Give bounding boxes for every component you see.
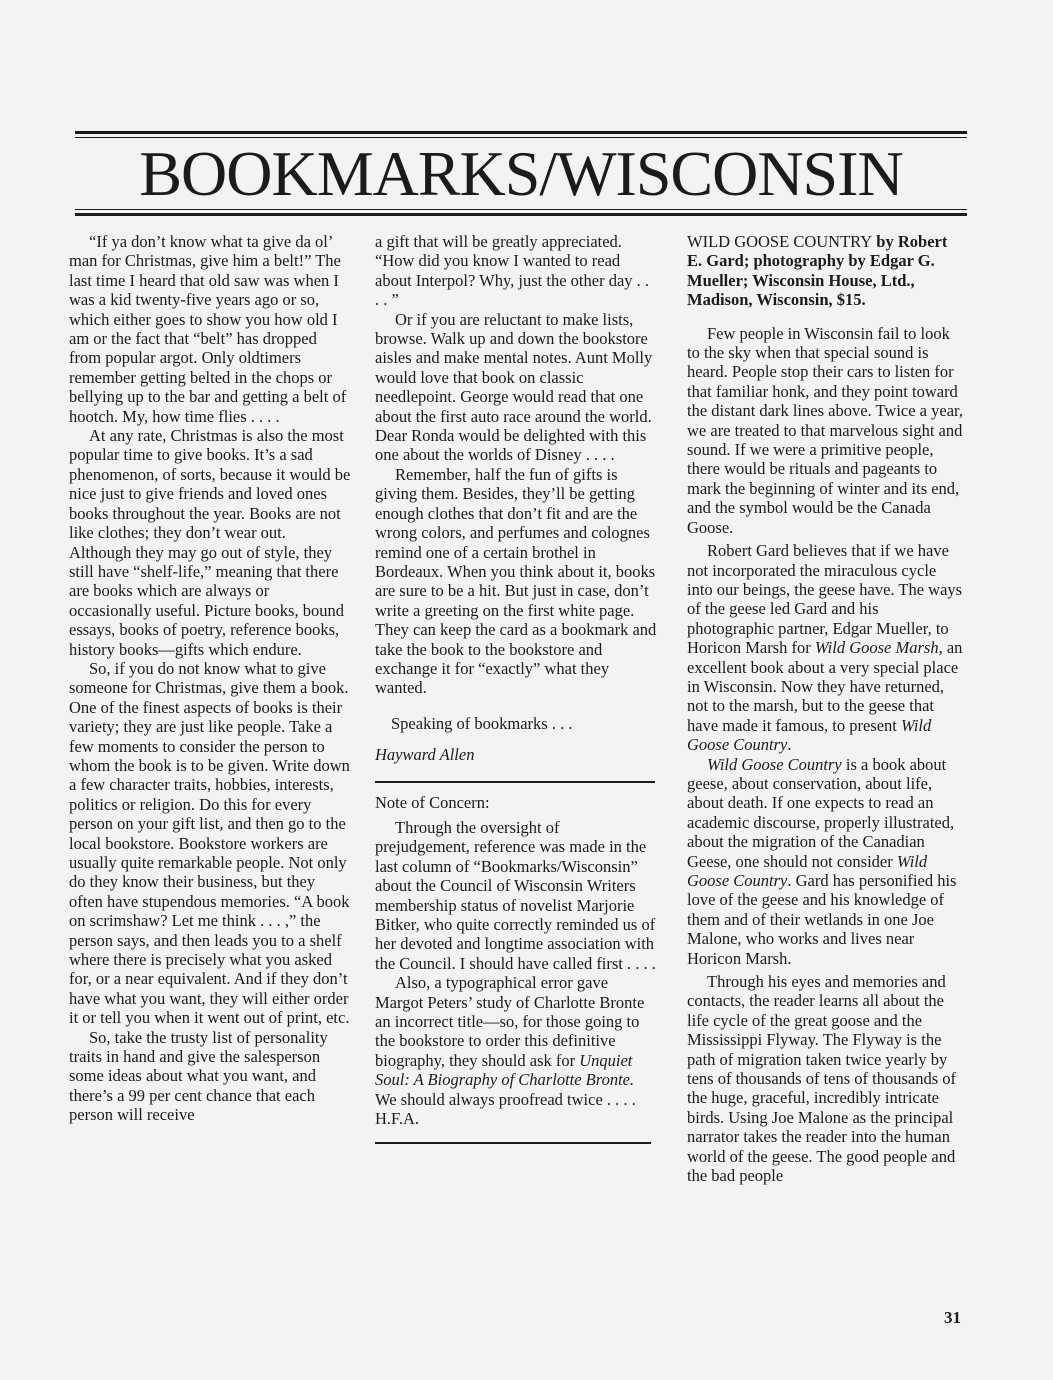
paragraph: Remember, half the fun of gifts is giving them. Besides, they’ll be getting enough clothes that don’t fit and are the wrong colors, and perfumes and colognes remind one of a certain brothel in Bordeaux. When you think about it, books are sure to be a hit. But just in case, don’t write a greeting on the first white page. They can keep the card as a bookmark and take the book to the bookstore and exchange it for “exactly” what they wanted. bbox=[375, 464, 657, 698]
paragraph: Few people in Wisconsin fail to look to the sky when that special sound is heard. People stop their cars to listen for that familiar honk, and they point toward the distant dark lines above. Twice a year, we are treated to that marvelous sight and sound. If we were a primitive people, there would be rituals and pageants to mark the beginning of winter and its end, and the symbol would be the Canada Goose. bbox=[687, 323, 963, 537]
note-text: Also, a typographical error gave Margot Peters’ study of Charlotte Bronte an incorrect title—so, for those going to the bookstore to order this definitive biography, they should ask for bbox=[375, 973, 645, 1070]
text-run: Robert Gard believes that if we have not incorporated the miraculous cycle into our beings, the geese have. The ways of the geese led Gard and his photographic partner, Edgar Mueller, to Horicon Marsh for bbox=[687, 541, 963, 658]
closing-line: Speaking of bookmarks . . . bbox=[391, 713, 573, 733]
note-paragraph: Through the oversight of prejudgement, reference was made in the last column of “Bookmarks/Wisconsin” about the Council of Wisconsin Writers membership status of novelist Marjorie Bitker, who quite correctly reminded us of her devoted and longtime association with the Council. I should have called first . . . . bbox=[375, 817, 656, 973]
paragraph: So, if you do not know what to give someone for Christmas, give them a book. One of the finest aspects of books is their variety; they are just like people. Take a few moments to consider the person to whom the book is to be given. Write down a few character traits, hobbies, interests, politics or religion. Do this for every person on your gift list, and then go to the local bookstore. Bookstore workers are usually quite remarkable people. Not only do they know their business, but they often have stupendous memories. “A book on scrimshaw? Let me think . . . ,” the person says, and then leads you to a shelf where there is precisely what you asked for, or a near equivalent. And if they don’t have what you want, they will either order it or tell you when it went out of print, etc. bbox=[69, 658, 350, 1028]
book-title-italic: Wild Goose Country bbox=[687, 851, 928, 890]
review-book-title: WILD GOOSE COUNTRY bbox=[687, 232, 873, 251]
author-byline: Hayward Allen bbox=[375, 745, 475, 765]
masthead-rule-bottom-thick bbox=[75, 213, 967, 216]
column-2 bbox=[375, 232, 657, 1144]
paragraph: So, take the trusty list of personality traits in hand and give the salesperson some ideas about what you want, and there’s a 99 per cent chance that each person will receive bbox=[69, 1027, 328, 1125]
masthead-rule-top-thick bbox=[75, 131, 967, 134]
masthead-title: BOOKMARKS/WISCONSIN bbox=[139, 138, 903, 209]
note-paragraph bbox=[375, 973, 657, 1109]
review-book-info: by Robert E. Gard; photography by Edgar G. Mueller; Wisconsin House, Ltd., Madison, Wisconsin, $15. bbox=[687, 232, 948, 310]
book-title-italic: Unquiet Soul: A Biography of Charlotte Bronte. bbox=[375, 1050, 635, 1090]
paragraph: Or if you are reluctant to make lists, browse. Walk up and down the bookstore aisles and make mental notes. Aunt Molly would love that book on classic needlepoint. George would read that one about the first auto race around the world. Dear Ronda would be delighted with this one about the worlds of Disney . . . . bbox=[375, 309, 653, 465]
text-run: . bbox=[787, 735, 792, 755]
paragraph bbox=[687, 541, 963, 754]
paragraph: At any rate, Christmas is also the most popular time to give books. It’s a sad phenomenon, of sorts, because it would be nice just to give friends and loved ones books throughout the year. Books are not like clothes; they don’t wear out. Although they may go out of style, they still have “shelf-life,” meaning that there are books which are always or occasionally useful. Picture books, bound essays, books of poetry, reference books, history books—gifts which endure. bbox=[69, 426, 351, 659]
book-title-italic: Wild Goose Marsh bbox=[814, 638, 939, 658]
text-run: is a book about geese, about conservation, about life, about death. If one expects to read an academic discourse, properly illustrated, about the migration of the Canadian Geese, one should not consider bbox=[687, 754, 955, 871]
note-divider-bottom bbox=[375, 1142, 651, 1144]
column-1 bbox=[69, 232, 351, 1125]
text-run: . Gard has personified his love of the geese and his knowledge of them and of their wetlands in one Joe Malone, who works and lives near Horicon Marsh. bbox=[687, 871, 957, 968]
note-text: We should always proofread twice . . . . bbox=[375, 1089, 636, 1109]
note-initials: H.F.A. bbox=[375, 1109, 420, 1129]
paragraph bbox=[687, 755, 963, 968]
note-divider-top bbox=[375, 781, 655, 783]
paragraph: “If ya don’t know what ta give da ol’ man for Christmas, give him a belt!” The last time I heard that old saw was when I was a kid twenty-five years ago or so, which either goes to show you how old I am or the fact that “belt” has dropped from popular argot. Only oldtimers remember getting belted in the chops or bellying up to the bar and getting a belt of hootch. My, how time flies . . . . bbox=[69, 232, 347, 426]
masthead-rule-bottom-thin bbox=[75, 209, 967, 210]
text-run: , an excellent book about a very special place in Wisconsin. Now they have returned, not to the marsh, but to the geese that have made it famous, to present bbox=[687, 638, 963, 735]
paragraph: a gift that will be greatly appreciated. “How did you know I wanted to read about Interpol? Why, just the other day . . . . ” bbox=[375, 232, 650, 310]
book-review-heading bbox=[687, 232, 963, 310]
page-number: 31 bbox=[944, 1308, 961, 1327]
paragraph: Through his eyes and memories and contacts, the reader learns all about the life cycle of the great goose and the Mississippi Flyway. The Flyway is the path of migration taken twice yearly by tens of thousands of tens of thousands of the huge, graceful, incredibly intricate birds. Using Joe Malone as the principal narrator takes the reader into the human world of the geese. The good people and the bad people bbox=[687, 972, 957, 1186]
book-title-italic: Wild Goose Country bbox=[687, 715, 932, 755]
note-title: Note of Concern: bbox=[375, 792, 490, 812]
book-title-italic: Wild Goose Country bbox=[707, 754, 842, 774]
column-3 bbox=[687, 232, 963, 1186]
